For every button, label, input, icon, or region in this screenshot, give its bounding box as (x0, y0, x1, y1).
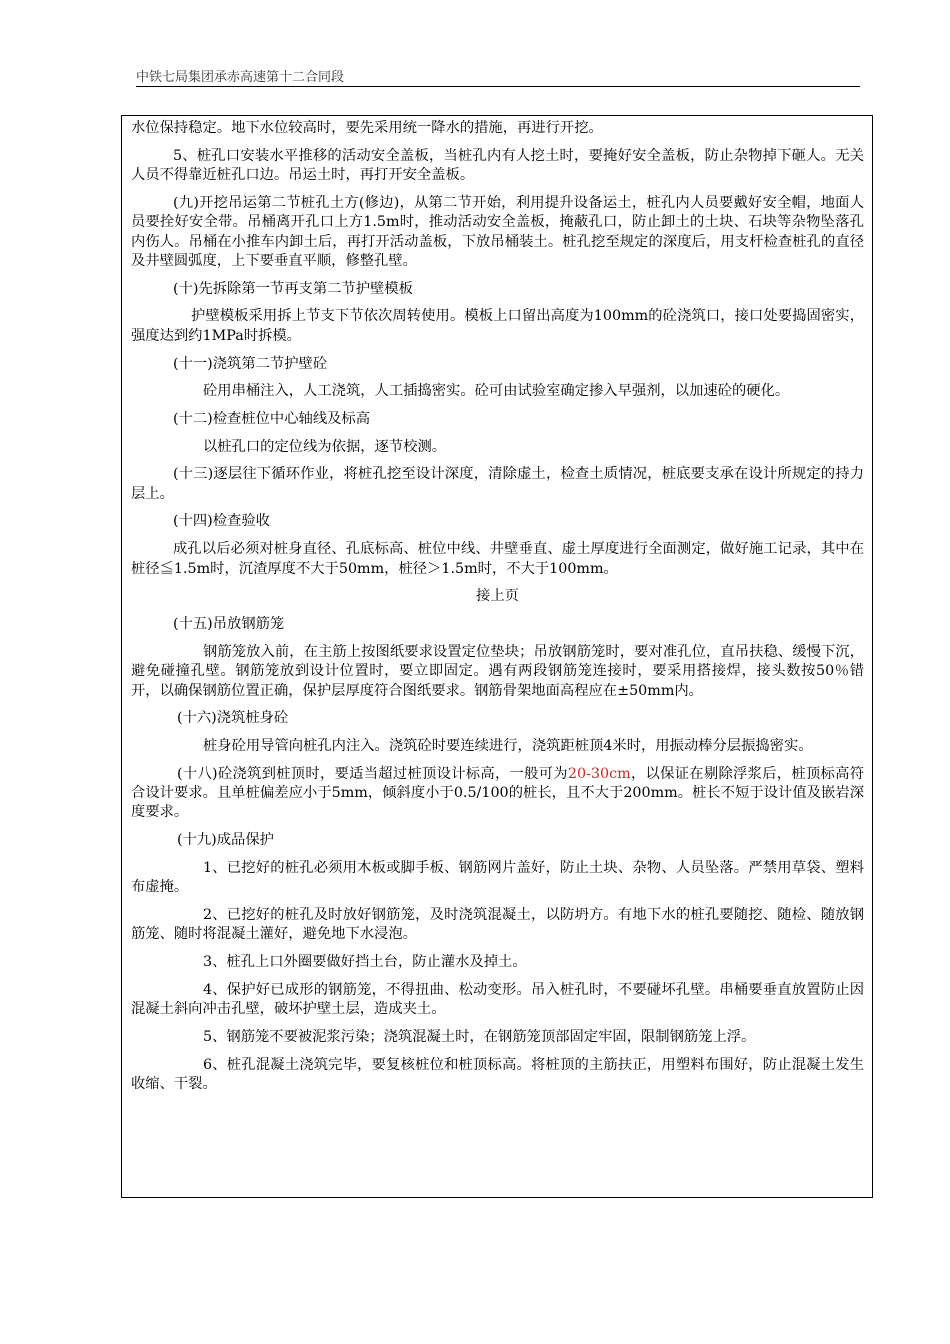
heading-step-12: (十二)检查桩位中心轴线及标高 (173, 410, 371, 427)
document-body (122, 116, 872, 1094)
protection-item-3: 3、桩孔上口外圈要做好挡土台，防止灌水及掉土。 (203, 954, 527, 971)
heading-step-14: (十四)检查验收 (173, 513, 270, 530)
protection-item-5: 5、钢筋笼不要被泥浆污染；浇筑混凝土时，在钢筋笼顶部固定牢固，限制钢筋笼上浮。 (203, 1028, 756, 1045)
header-title: 中铁七局集团承赤高速第十二合同段 (136, 70, 345, 85)
protection-item-1: 1、已挖好的桩孔必须用木板或脚手板、钢筋网片盖好，防止土块、杂物、人员坠落。严禁用草袋、塑料布虚掩。 (131, 859, 864, 896)
heading-step-15: (十五)吊放钢筋笼 (173, 615, 285, 632)
step-18-text-post: ，以保证在剔除浮浆后，桩顶标高符合设计要求。且单桩偏差应小于5mm，倾斜度小于0.5/100的桩长，且不大于200mm。桩长不短于设计值及嵌岩深度要求。 (131, 765, 865, 821)
continued-label: 接上页 (476, 588, 519, 605)
paragraph-safety-cover: 5、桩孔口安装水平推移的活动安全盖板，当桩孔内有人挖土时，要掩好安全盖板，防止杂物掉下砸人。无关人员不得靠近桩孔口边。吊运土时，再打开安全盖板。 (131, 147, 864, 184)
paragraph-inspection: 成孔以后必须对桩身直径、孔底标高、桩位中线、井壁垂直、虚土厚度进行全面测定，做好施工记录，其中在桩径≦1.5m时，沉渣厚度不大于50mm，桩径＞1.5m时，不大于100mm。 (131, 541, 864, 577)
heading-step-10: (十)先拆除第一节再支第二节护壁模板 (173, 280, 413, 297)
protection-item-2: 2、已挖好的桩孔及时放好钢筋笼，及时浇筑混凝土，以防坍方。有地下水的桩孔要随挖、随检、随放钢筋笼、随时将混凝土灌好，避免地下水浸泡。 (131, 906, 864, 943)
content-box (121, 115, 873, 1198)
paragraph-pour-wall: 砼用串桶注入，人工浇筑，人工插捣密实。砼可由试验室确定掺入早强剂，以加速砼的硬化。 (203, 383, 790, 400)
paragraph-step-9: (九)开挖吊运第二节桩孔土方(修边)，从第二节开始，利用提升设备运土，桩孔内人员要戴好安全帽，地面人员要拴好安全带。吊桶离开孔口上方1.5m时，推动活动安全盖板，掩蔽孔口，防止卸土的土块、石块等杂物坠落孔内伤人。吊桶在小推车内卸土后，再打开活动盖板，下放吊桶装土。桩孔挖至规定的深度后，用支杆检查桩孔的直径及井壁圆弧度，上下要垂直平顺，修整孔壁。 (131, 194, 864, 270)
step-18-highlight: 20-30cm (567, 765, 631, 782)
paragraph-continuation: 水位保持稳定。地下水位较高时，要先采用统一降水的措施，再进行开挖。 (131, 120, 603, 136)
heading-step-11: (十一)浇筑第二节护壁砼 (173, 355, 328, 372)
page-header (136, 66, 860, 87)
heading-step-16: (十六)浇筑桩身砼 (177, 710, 289, 727)
paragraph-formwork: 护壁模板采用拆上节支下节依次周转使用。模板上口留出高度为100mm的砼浇筑口，接口处要捣固密实，强度达到约1MPa时拆模。 (131, 308, 864, 344)
step-18-text-pre: (十八)砼浇筑到桩顶时，要适当超过桩顶设计标高，一般可为 (177, 765, 568, 782)
protection-item-6: 6、桩孔混凝土浇筑完毕，要复核桩位和桩顶标高。将桩顶的主筋扶正，用塑料布围好，防止混凝土发生收缩、干裂。 (131, 1056, 864, 1092)
heading-step-19: (十九)成品保护 (177, 832, 274, 849)
protection-item-4: 4、保护好已成形的钢筋笼，不得扭曲、松动变形。吊入桩孔时，不要碰坏孔壁。串桶要垂直放置防止因混凝土斜向冲击孔壁，破坏护壁土层，造成夹土。 (131, 981, 864, 1018)
paragraph-step-13: (十三)逐层往下循环作业，将桩孔挖至设计深度，清除虚土，检查土质情况，桩底要支承在设计所规定的持力层上。 (131, 466, 864, 502)
paragraph-pile-pour: 桩身砼用导管向桩孔内注入。浇筑砼时要连续进行，浇筑距桩顶4米时，用振动棒分层振捣密实。 (203, 737, 813, 754)
paragraph-rebar-cage: 钢筋笼放入前，在主筋上按图纸要求设置定位垫块；吊放钢筋笼时，要对准孔位，直吊扶稳、缓慢下沉，避免碰撞孔壁。钢筋笼放到设计位置时，要立即固定。遇有两段钢筋笼连接时，要采用搭接焊，接头数按50％错开，以确保钢筋位置正确，保护层厚度符合图纸要求。钢筋骨架地面高程应在±50mm内。 (131, 643, 864, 699)
paragraph-step-18 (131, 765, 864, 823)
paragraph-check-axis: 以桩孔口的定位线为依据，逐节校测。 (203, 438, 447, 455)
